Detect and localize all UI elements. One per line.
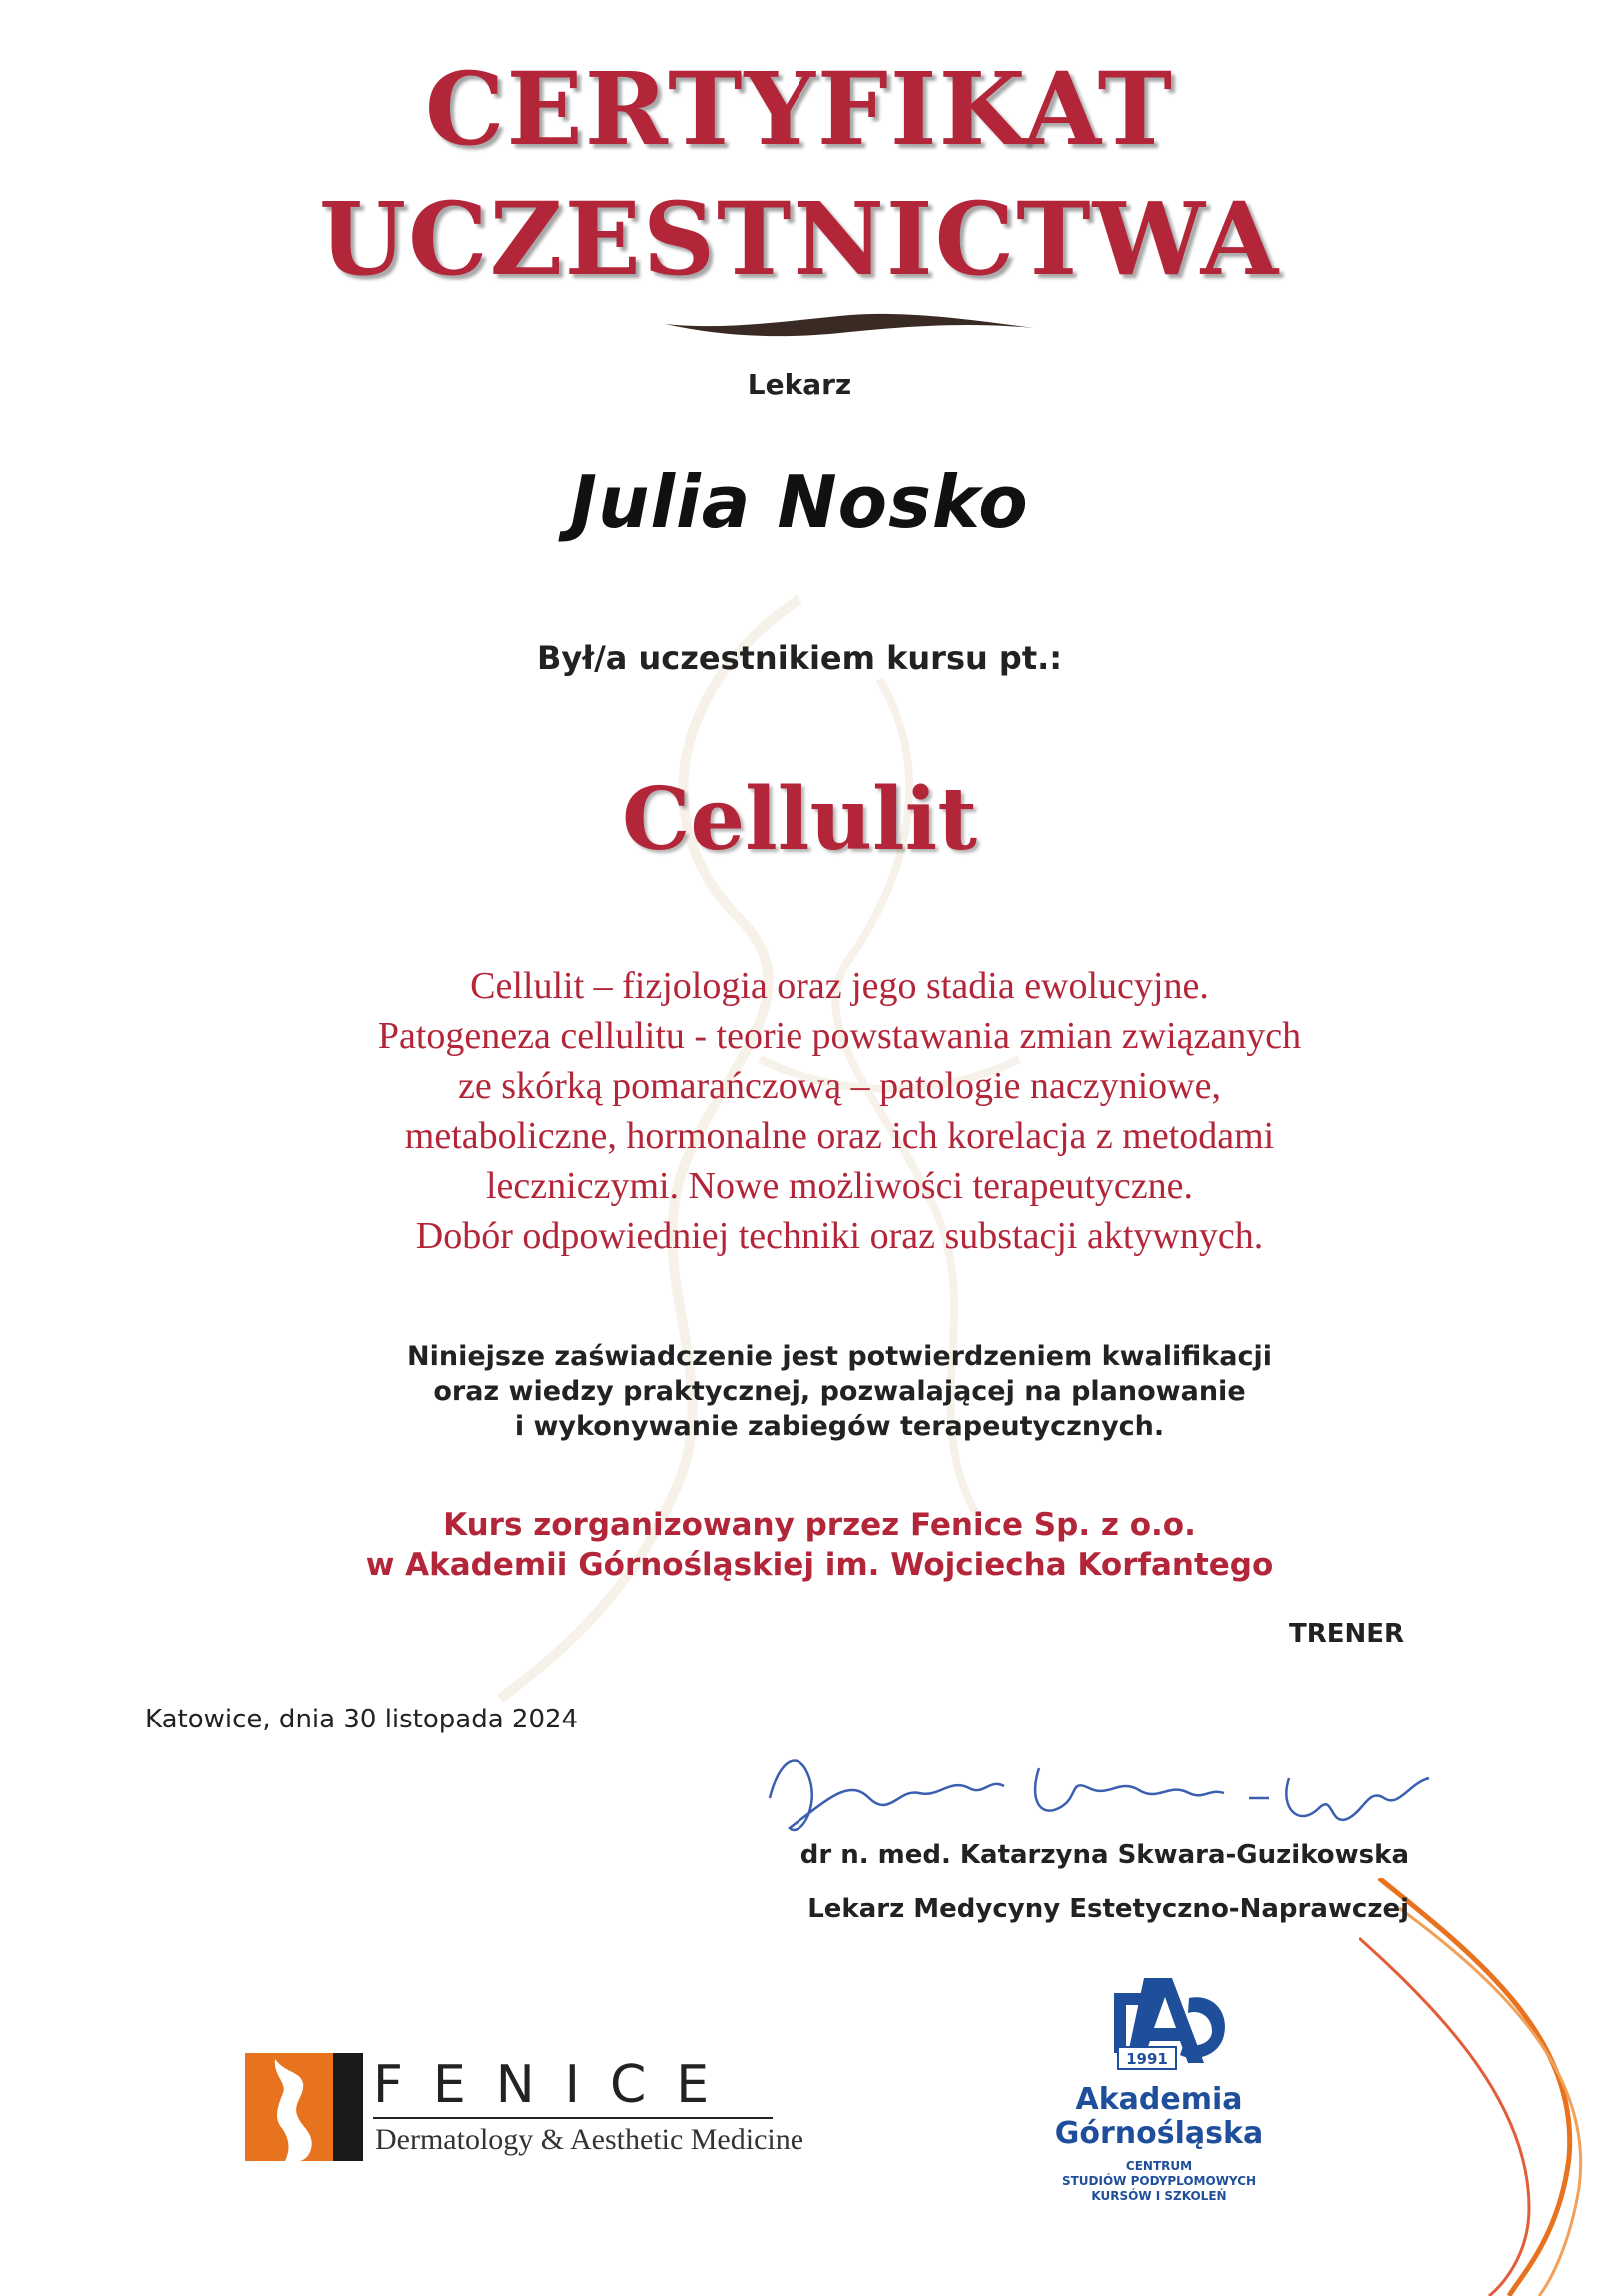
certificate-title-line2: UCZESTNICTWA	[318, 180, 1281, 298]
ag-sub-line: KURSÓW I SZKOLEŃ	[1091, 2189, 1227, 2203]
participant-role: Lekarz	[747, 368, 852, 401]
statement-line: Niniejsze zaświadczenie jest potwierdzeniem kwalifikacji	[407, 1341, 1272, 1372]
ag-year: 1991	[1126, 2050, 1168, 2068]
description-line: Patogeneza cellulitu - teorie powstawania zmian związanych	[377, 1015, 1302, 1057]
signer-block	[760, 1828, 1409, 1936]
ag-name	[1029, 2083, 1289, 2151]
title-flourish	[660, 306, 1039, 346]
fenice-figure-icon	[245, 2053, 363, 2161]
description-line: Dobór odpowiedniej techniki oraz substacji aktywnych.	[415, 1215, 1264, 1257]
orange-swirl-decoration	[1359, 1878, 1599, 2296]
certificate-title-line1: CERTYFIKAT	[424, 50, 1175, 168]
course-title: Cellulit	[621, 769, 978, 870]
ag-subtitle	[1029, 2159, 1289, 2204]
description-line: Cellulit – fizjologia oraz jego stadia ewolucyjne.	[470, 965, 1209, 1007]
fenice-logo	[245, 2053, 804, 2163]
statement-line: oraz wiedzy praktycznej, pozwalającej na planowanie	[433, 1376, 1246, 1407]
organizer-line: Kurs zorganizowany przez Fenice Sp. z o.o.	[443, 1507, 1196, 1543]
signer-name: dr n. med. Katarzyna Skwara-Guzikowska	[800, 1840, 1409, 1870]
ag-sub-line: STUDIÓW PODYPLOMOWYCH	[1061, 2174, 1257, 2188]
course-description	[280, 961, 1399, 1261]
organizer-line: w Akademii Górnośląskiej im. Wojciecha Korfantego	[365, 1547, 1274, 1583]
fenice-rule	[373, 2117, 773, 2119]
fenice-name: FENICE	[373, 2055, 740, 2115]
ag-name-line: Akademia	[1075, 2082, 1243, 2117]
fenice-tagline: Dermatology & Aesthetic Medicine	[375, 2123, 804, 2156]
statement-line: i wykonywanie zabiegów terapeutycznych.	[514, 1411, 1165, 1442]
description-line: metaboliczne, hormonalne oraz ich korelacja z metodami	[404, 1115, 1275, 1157]
course-intro: Był/a uczestnikiem kursu pt.:	[536, 639, 1063, 677]
description-line: ze skórką pomarańczową – patologie naczyniowe,	[458, 1065, 1221, 1107]
trainer-label: TRENER	[1289, 1619, 1405, 1649]
organizer-note	[330, 1505, 1309, 1585]
participant-name: Julia Nosko	[570, 460, 1029, 544]
ag-sub-line: CENTRUM	[1125, 2159, 1193, 2173]
place-and-date: Katowice, dnia 30 listopada 2024	[145, 1705, 579, 1734]
ag-emblem-icon	[1084, 1973, 1234, 2083]
description-line: leczniczymi. Nowe możliwości terapeutyczne.	[486, 1165, 1193, 1207]
signer-title: Lekarz Medycyny Estetyczno-Naprawczej	[807, 1894, 1409, 1924]
akademia-gornoslaska-logo	[1029, 1973, 1289, 2233]
qualification-statement	[350, 1339, 1329, 1444]
ag-name-line: Górnośląska	[1054, 2116, 1264, 2151]
